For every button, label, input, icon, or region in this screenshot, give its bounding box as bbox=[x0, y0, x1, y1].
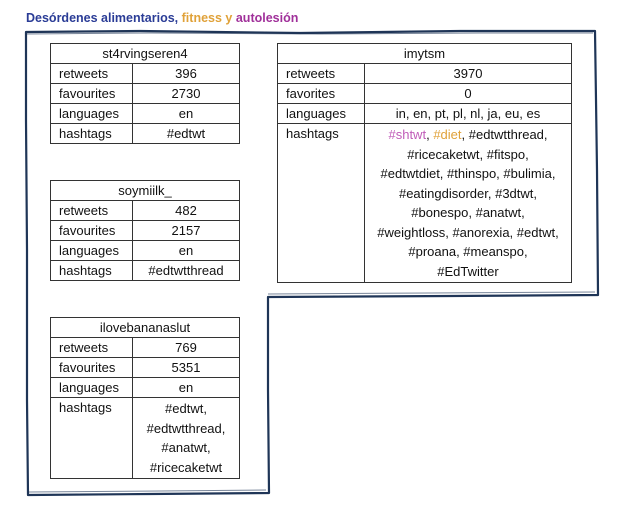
retweets-label: retweets bbox=[51, 201, 133, 221]
hashtags-value bbox=[133, 398, 240, 479]
hashtag-line: #edtwt, bbox=[165, 401, 207, 416]
table-row bbox=[278, 64, 572, 84]
favourites-label: favourites bbox=[51, 84, 133, 104]
title-part-self-harm: autolesión bbox=[235, 11, 299, 25]
hashtag-shtwt: #shtwt bbox=[388, 127, 427, 142]
favourites-value: 2157 bbox=[133, 221, 240, 241]
hashtag-line: #EdTwitter bbox=[437, 263, 499, 279]
table-row bbox=[51, 241, 240, 261]
table-row bbox=[51, 378, 240, 398]
hashtags-value bbox=[365, 124, 572, 283]
hashtag-line: #edtwtdiet, #thinspo, #bulimia, bbox=[380, 166, 556, 181]
hashtag-line-rest: , #edtwtthread, bbox=[461, 127, 548, 142]
languages-label: languages bbox=[51, 378, 133, 398]
username: soymiilk_ bbox=[51, 181, 240, 201]
hashtag-line: #bonespo, #anatwt, bbox=[411, 205, 525, 220]
user-card-imytsm bbox=[277, 43, 572, 283]
table-row bbox=[51, 358, 240, 378]
languages-value: in, en, pt, pl, nl, ja, eu, es bbox=[365, 104, 572, 124]
user-card-st4rvingseren4 bbox=[50, 43, 240, 144]
username: imytsm bbox=[278, 44, 572, 64]
table-row bbox=[51, 338, 240, 358]
table-row bbox=[278, 104, 572, 124]
favourites-label: favourites bbox=[51, 358, 133, 378]
username: ilovebananaslut bbox=[51, 318, 240, 338]
table-row bbox=[278, 84, 572, 104]
hashtag-separator: , bbox=[426, 127, 430, 142]
table-row bbox=[51, 64, 240, 84]
hashtag-line bbox=[368, 125, 568, 145]
table-row bbox=[51, 221, 240, 241]
table-row bbox=[51, 398, 240, 479]
favourites-label: favourites bbox=[51, 221, 133, 241]
hashtags-value: #edtwt bbox=[133, 124, 240, 144]
hashtag-line: #ricecaketwt, #fitspo, bbox=[407, 146, 529, 162]
hashtag-line: #proana, #meanspo, bbox=[408, 244, 528, 259]
languages-value: en bbox=[133, 241, 240, 261]
languages-value: en bbox=[133, 378, 240, 398]
languages-label: languages bbox=[51, 241, 133, 261]
table-row bbox=[51, 124, 240, 144]
hashtag-line: #edtwtthread, bbox=[146, 420, 226, 436]
favourites-value: 2730 bbox=[133, 84, 240, 104]
languages-label: languages bbox=[278, 104, 365, 124]
favorites-label: favorites bbox=[278, 84, 365, 104]
hashtags-label: hashtags bbox=[51, 261, 133, 281]
favourites-value: 5351 bbox=[133, 358, 240, 378]
table-row bbox=[51, 104, 240, 124]
username: st4rvingseren4 bbox=[51, 44, 240, 64]
retweets-value: 396 bbox=[133, 64, 240, 84]
table-row bbox=[278, 124, 572, 283]
languages-value: en bbox=[133, 104, 240, 124]
hashtag-line: #eatingdisorder, #3dtwt, bbox=[398, 185, 538, 201]
retweets-value: 482 bbox=[133, 201, 240, 221]
hashtag-line: #weightloss, #anorexia, #edtwt, bbox=[377, 224, 559, 240]
retweets-label: retweets bbox=[51, 338, 133, 358]
retweets-label: retweets bbox=[278, 64, 365, 84]
hashtag-line: #anatwt, bbox=[161, 440, 211, 455]
hashtag-line: #ricecaketwt bbox=[149, 459, 223, 475]
hashtag-diet: #diet bbox=[433, 127, 462, 142]
title-part-fitness: fitness bbox=[181, 11, 222, 25]
retweets-value: 3970 bbox=[365, 64, 572, 84]
user-card-ilovebananaslut bbox=[50, 317, 240, 479]
table-row bbox=[51, 261, 240, 281]
table-row bbox=[51, 84, 240, 104]
retweets-value: 769 bbox=[133, 338, 240, 358]
hashtags-label: hashtags bbox=[51, 398, 133, 479]
languages-label: languages bbox=[51, 104, 133, 124]
table-row bbox=[51, 201, 240, 221]
title-part-eating-disorders: Desórdenes alimentarios, bbox=[26, 11, 179, 25]
user-card-soymiilk bbox=[50, 180, 240, 281]
title-part-and: y bbox=[225, 11, 233, 25]
favorites-value: 0 bbox=[365, 84, 572, 104]
hashtags-label: hashtags bbox=[278, 124, 365, 283]
hashtags-label: hashtags bbox=[51, 124, 133, 144]
hashtags-value: #edtwtthread bbox=[133, 261, 240, 281]
retweets-label: retweets bbox=[51, 64, 133, 84]
